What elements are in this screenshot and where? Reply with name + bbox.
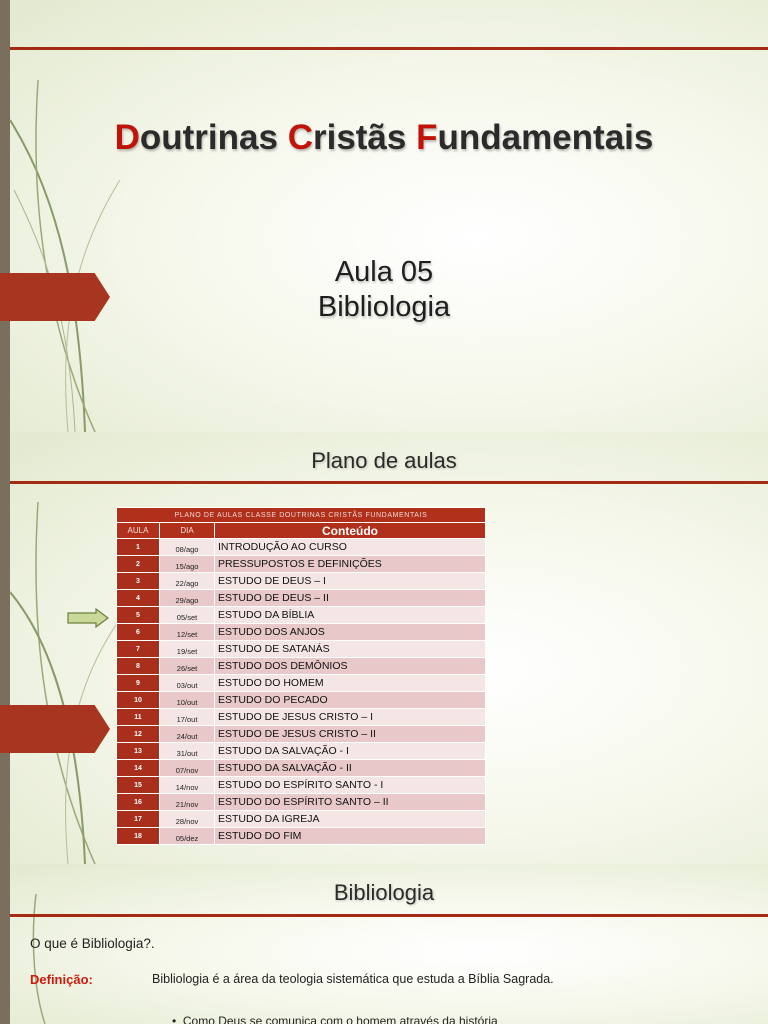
column-header-dia: DIA [160,523,215,539]
lesson-date-cell: 24/out [160,726,215,743]
lesson-date-cell: 31/out [160,743,215,760]
left-ribbon [0,705,110,753]
lesson-subject: Bibliologia [317,291,451,323]
title-rule [10,47,768,50]
lesson-number: Aula 05 [334,256,434,288]
lesson-content-cell: ESTUDO DOS ANJOS [215,624,486,641]
lesson-content-cell: ESTUDO DO FIM [215,828,486,845]
lesson-date-cell: 28/nov [160,811,215,828]
title-part: Fundamentais [416,118,654,157]
decorative-curves [0,432,130,864]
lesson-number-cell: 15 [117,777,160,794]
table-row [117,539,486,556]
lesson-number-cell: 6 [117,624,160,641]
table-row [117,624,486,641]
slide-heading: Bibliologia [333,880,435,905]
table-row [117,760,486,777]
lesson-number-cell: 4 [117,590,160,607]
schedule-slide [0,432,768,864]
lesson-date-cell: 03/out [160,675,215,692]
lesson-content-cell: ESTUDO DA BÍBLIA [215,607,486,624]
table-row [117,743,486,760]
schedule-table [116,507,486,845]
table-row [117,590,486,607]
title-slide [0,0,768,432]
bullet-item: • Como Deus se comunica com o homem através da história [172,1014,498,1024]
question-text: O que é Bibliologia?. [30,936,155,951]
lesson-number-cell: 1 [117,539,160,556]
bullet-text: Como Deus se comunica com o homem através da história [182,1014,498,1024]
lesson-date-cell: 21/nov [160,794,215,811]
lesson-content-cell: ESTUDO DO ESPÍRITO SANTO – II [215,794,486,811]
lesson-content-cell: INTRODUÇÃO AO CURSO [215,539,486,556]
lesson-content-cell: ESTUDO DE SATANÁS [215,641,486,658]
table-row [117,777,486,794]
lesson-number-cell: 5 [117,607,160,624]
lesson-content-cell: ESTUDO DE JESUS CRISTO – I [215,709,486,726]
lesson-date-cell: 05/dez [160,828,215,845]
table-row [117,811,486,828]
heading-rule [10,914,768,917]
column-header-conteudo: Conteúdo [215,523,486,539]
lesson-number-cell: 7 [117,641,160,658]
table-row [117,658,486,675]
lesson-date-cell: 22/ago [160,573,215,590]
table-row [117,794,486,811]
lesson-content-cell: ESTUDO DO ESPÍRITO SANTO - I [215,777,486,794]
table-row [117,573,486,590]
lesson-number-cell: 12 [117,726,160,743]
table-row [117,675,486,692]
lesson-content-cell: ESTUDO DO HOMEM [215,675,486,692]
lesson-content-cell: PRESSUPOSTOS E DEFINIÇÕES [215,556,486,573]
lesson-date-cell: 29/ago [160,590,215,607]
lesson-date-cell: 07/nov [160,760,215,777]
column-header-aula: AULA [117,523,160,539]
lesson-number-cell: 2 [117,556,160,573]
table-row [117,692,486,709]
lesson-date-cell: 26/set [160,658,215,675]
table-row [117,556,486,573]
slide-heading: Plano de aulas [311,448,457,473]
slide-left-bar [0,432,10,864]
lesson-number-cell: 17 [117,811,160,828]
definition-slide [0,864,768,1024]
lesson-content-cell: ESTUDO DE DEUS – I [215,573,486,590]
lesson-date-cell: 10/out [160,692,215,709]
lesson-number-cell: 10 [117,692,160,709]
course-title [0,118,768,158]
lesson-date-cell: 15/ago [160,556,215,573]
lesson-number-cell: 8 [117,658,160,675]
lesson-date-cell: 12/set [160,624,215,641]
table-caption: PLANO DE AULAS CLASSE DOUTRINAS CRISTÃS FUNDAMENTAIS [117,508,486,523]
lesson-content-cell: ESTUDO DE DEUS – II [215,590,486,607]
table-row [117,709,486,726]
lesson-date-cell: 17/out [160,709,215,726]
decorative-curves [0,0,130,432]
lesson-date-cell: 14/nov [160,777,215,794]
lesson-number-cell: 9 [117,675,160,692]
lesson-content-cell: ESTUDO DO PECADO [215,692,486,709]
lesson-number-cell: 16 [117,794,160,811]
lesson-content-cell: ESTUDO DA IGREJA [215,811,486,828]
definition-label: Definição: [30,972,93,987]
table-row [117,607,486,624]
lesson-content-cell: ESTUDO DA SALVAÇÃO - I [215,743,486,760]
lesson-date-cell: 05/set [160,607,215,624]
definition-text: Bibliologia é a área da teologia sistemática que estuda a Bíblia Sagrada. [152,972,554,986]
title-part: Cristãs [287,118,417,157]
lesson-date-cell: 08/ago [160,539,215,556]
lesson-content-cell: ESTUDO DA SALVAÇÃO - II [215,760,486,777]
lesson-number-cell: 14 [117,760,160,777]
lesson-content-cell: ESTUDO DOS DEMÔNIOS [215,658,486,675]
arrow-right-icon [67,608,109,628]
title-part: Doutrinas [114,118,288,157]
table-row [117,726,486,743]
heading-rule [10,481,768,484]
lesson-number-cell: 18 [117,828,160,845]
lesson-number-cell: 13 [117,743,160,760]
table-row [117,641,486,658]
lesson-number-cell: 3 [117,573,160,590]
lesson-number-cell: 11 [117,709,160,726]
lesson-content-cell: ESTUDO DE JESUS CRISTO – II [215,726,486,743]
slide-left-bar [0,0,10,432]
table-row [117,828,486,845]
lesson-date-cell: 19/set [160,641,215,658]
